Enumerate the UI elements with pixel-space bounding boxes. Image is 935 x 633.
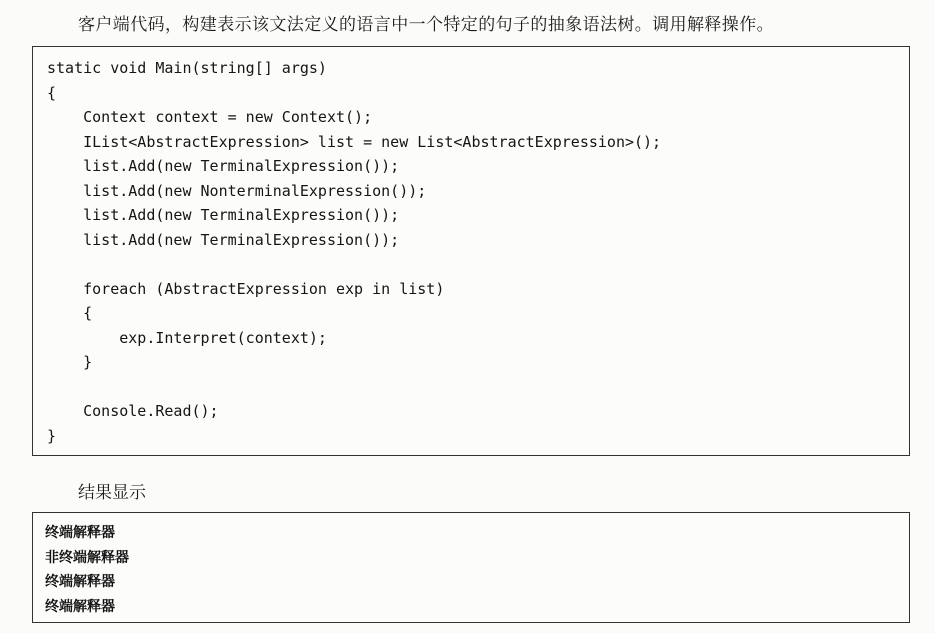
output-line: 非终端解释器 xyxy=(45,550,129,566)
output-line: 终端解释器 xyxy=(45,574,115,590)
code-line: list.Add(new TerminalExpression()); xyxy=(47,231,400,249)
code-line: list.Add(new NonterminalExpression()); xyxy=(47,182,427,200)
intro-text: 客户端代码，构建表示该文法定义的语言中一个特定的句子的抽象语法树。调用解释操作。 xyxy=(78,15,774,35)
code-line: Console.Read(); xyxy=(47,402,219,420)
code-line: IList<AbstractExpression> list = new List<AbstractExpression>(); xyxy=(47,133,662,151)
output-line: 终端解释器 xyxy=(45,525,115,541)
code-line: list.Add(new TerminalExpression()); xyxy=(47,157,400,175)
output-line: 终端解释器 xyxy=(45,599,115,615)
result-heading: 结果显示 xyxy=(78,483,146,503)
output-block xyxy=(32,512,910,623)
code-line: exp.Interpret(context); xyxy=(47,329,327,347)
code-line: } xyxy=(47,353,93,371)
code-line: } xyxy=(47,427,57,445)
code-line: Context context = new Context(); xyxy=(47,108,373,126)
code-line: static void Main(string[] args) xyxy=(47,59,327,77)
code-line: { xyxy=(47,304,93,322)
code-line: { xyxy=(47,84,57,102)
code-line: foreach (AbstractExpression exp in list) xyxy=(47,280,445,298)
code-line: list.Add(new TerminalExpression()); xyxy=(47,206,400,224)
code-block xyxy=(32,46,910,456)
